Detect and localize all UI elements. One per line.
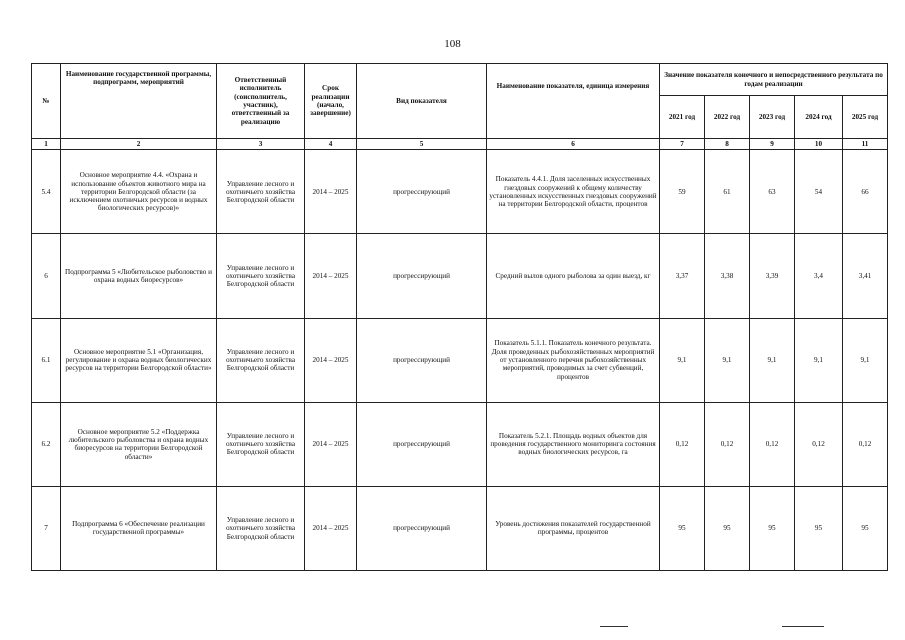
row-value-2023: 9,1: [750, 318, 795, 402]
row-indicator: Уровень достижения показателей государственной программы, процентов: [487, 486, 660, 570]
row-term: 2014 – 2025: [305, 486, 357, 570]
row-value-2025: 3,41: [843, 234, 888, 318]
row-num: 6.1: [32, 318, 61, 402]
column-number: 8: [705, 139, 750, 150]
row-type: прогрессирующий: [357, 486, 487, 570]
row-value-2021: 59: [660, 150, 705, 234]
indicators-table: [31, 63, 888, 571]
row-value-2022: 95: [705, 486, 750, 570]
column-number-row: [32, 139, 888, 150]
row-value-2025: 0,12: [843, 402, 888, 486]
row-responsible: Управление лесного и охотничьего хозяйства Белгородской области: [217, 318, 305, 402]
row-value-2024: 9,1: [795, 318, 843, 402]
row-value-2023: 3,39: [750, 234, 795, 318]
table-row: [32, 402, 888, 486]
table-row: [32, 150, 888, 234]
table-row: [32, 318, 888, 402]
column-number: 11: [843, 139, 888, 150]
row-term: 2014 – 2025: [305, 402, 357, 486]
header-term: Срок реализации (начало, завершение): [305, 64, 357, 139]
header-indicator-name: Наименование показателя, единица измерения: [487, 64, 660, 139]
row-name: Основное мероприятие 4.4. «Охрана и использование объектов животного мира на территории Белгородской области (за исключением охотничьих ресурсов и водных биологических ресурсов)»: [61, 150, 217, 234]
row-responsible: Управление лесного и охотничьего хозяйства Белгородской области: [217, 486, 305, 570]
row-term: 2014 – 2025: [305, 318, 357, 402]
row-indicator: Показатель 5.2.1. Площадь водных объектов для проведения государственного мониторинга состояния водных биологических ресурсов, га: [487, 402, 660, 486]
table-row: [32, 234, 888, 318]
row-indicator: Показатель 5.1.1. Показатель конечного результата. Доля проведенных рыбохозяйственных мероприятий от установленного перечня рыбохозяйственных мероприятий, проводимых за счет субвенций, процентов: [487, 318, 660, 402]
page-number: 108: [444, 38, 461, 50]
column-number: 4: [305, 139, 357, 150]
header-year: 2025 год: [843, 96, 888, 139]
row-value-2022: 0,12: [705, 402, 750, 486]
row-num: 6: [32, 234, 61, 318]
header-year: 2024 год: [795, 96, 843, 139]
row-value-2024: 95: [795, 486, 843, 570]
row-term: 2014 – 2025: [305, 150, 357, 234]
row-responsible: Управление лесного и охотничьего хозяйства Белгородской области: [217, 150, 305, 234]
header-values-group: Значение показателя конечного и непосредственного результата по годам реализации: [660, 64, 888, 96]
row-value-2025: 66: [843, 150, 888, 234]
column-number: 2: [61, 139, 217, 150]
row-value-2021: 9,1: [660, 318, 705, 402]
row-value-2024: 3,4: [795, 234, 843, 318]
column-number: 3: [217, 139, 305, 150]
row-value-2023: 0,12: [750, 402, 795, 486]
row-num: 7: [32, 486, 61, 570]
column-number: 7: [660, 139, 705, 150]
row-num: 5.4: [32, 150, 61, 234]
header-year: 2023 год: [750, 96, 795, 139]
header-year: 2022 год: [705, 96, 750, 139]
column-number: 9: [750, 139, 795, 150]
row-value-2024: 0,12: [795, 402, 843, 486]
column-number: 1: [32, 139, 61, 150]
header-row: [32, 64, 888, 96]
row-responsible: Управление лесного и охотничьего хозяйства Белгородской области: [217, 402, 305, 486]
row-value-2024: 54: [795, 150, 843, 234]
row-type: прогрессирующий: [357, 234, 487, 318]
header-responsible: Ответственный исполнитель (соисполнитель, участник), ответственный за реализацию: [217, 64, 305, 139]
header-num: №: [32, 64, 61, 139]
row-name: Основное мероприятие 5.1 «Организация, регулирование и охрана водных биологических ресурсов на территории Белгородской области»: [61, 318, 217, 402]
row-num: 6.2: [32, 402, 61, 486]
row-type: прогрессирующий: [357, 150, 487, 234]
header-indicator-type: Вид показателя: [357, 64, 487, 139]
table-row: [32, 486, 888, 570]
row-value-2025: 95: [843, 486, 888, 570]
row-value-2025: 9,1: [843, 318, 888, 402]
scan-mark: [600, 626, 628, 627]
row-name: Подпрограмма 6 «Обеспечение реализации государственной программы»: [61, 486, 217, 570]
row-value-2021: 0,12: [660, 402, 705, 486]
header-name: Наименование государственной программы, подпрограмм, мероприятий: [61, 64, 217, 139]
row-value-2021: 95: [660, 486, 705, 570]
row-value-2021: 3,37: [660, 234, 705, 318]
row-term: 2014 – 2025: [305, 234, 357, 318]
row-indicator: Показатель 4.4.1. Доля заселенных искусственных гнездовых сооружений к общему количеству установленных искусственных гнездовых сооружений на территории Белгородской области, процентов: [487, 150, 660, 234]
row-name: Подпрограмма 5 «Любительское рыболовство и охрана водных биоресурсов»: [61, 234, 217, 318]
row-type: прогрессирующий: [357, 402, 487, 486]
row-value-2022: 9,1: [705, 318, 750, 402]
row-indicator: Средний вылов одного рыболова за один выезд, кг: [487, 234, 660, 318]
row-name: Основное мероприятие 5.2 «Поддержка любительского рыболовства и охрана водных биоресурсов на территории Белгородской области»: [61, 402, 217, 486]
row-value-2023: 63: [750, 150, 795, 234]
row-type: прогрессирующий: [357, 318, 487, 402]
scan-mark: [782, 626, 824, 627]
column-number: 5: [357, 139, 487, 150]
column-number: 6: [487, 139, 660, 150]
header-year: 2021 год: [660, 96, 705, 139]
row-value-2022: 3,38: [705, 234, 750, 318]
row-value-2023: 95: [750, 486, 795, 570]
column-number: 10: [795, 139, 843, 150]
row-responsible: Управление лесного и охотничьего хозяйства Белгородской области: [217, 234, 305, 318]
row-value-2022: 61: [705, 150, 750, 234]
